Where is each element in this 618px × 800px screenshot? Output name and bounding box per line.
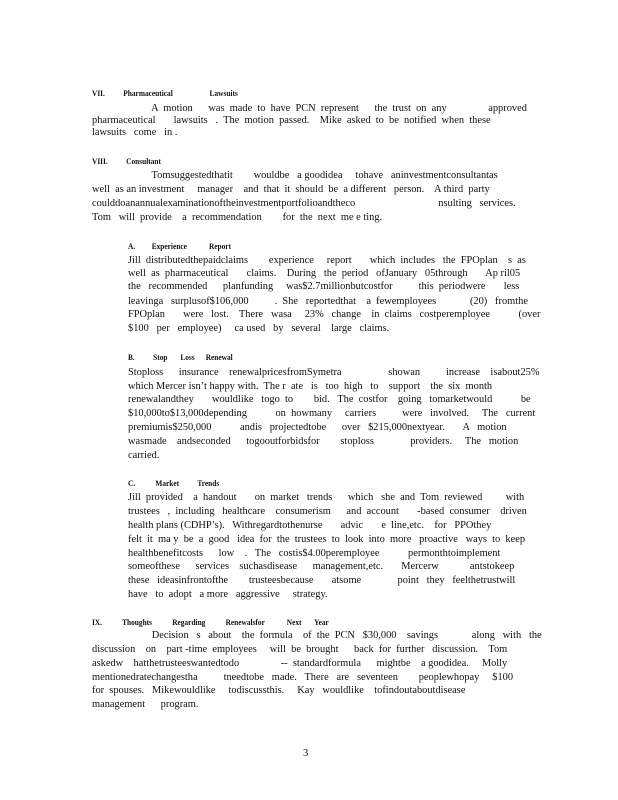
- subsection-c-line-2: trustees , including healthcare consumerism and account -based consumer driven: [128, 506, 527, 517]
- page-number: 3: [303, 748, 309, 759]
- section-heading-viii: VIII. Consultant: [92, 157, 161, 166]
- subsection-c-line-8: have to adopt a more aggressive strategy.: [128, 589, 328, 600]
- subsection-a-line-4: leavinga surplusof$106,000 . She reportedthat a fewemployees (20) fromthe: [128, 296, 528, 307]
- subsection-a-line-1: Jill distributedthepaidclaims experience report which includes the FPOplan s as: [128, 255, 526, 266]
- section-vii-line-3: lawsuits come in .: [92, 127, 178, 138]
- subsection-a-line-6: $100 per employee) ca used by several large claims.: [128, 323, 390, 334]
- subsection-b-line-1: Stoploss insurance renewalpricesfromSymetra showan increase isabout25%: [128, 367, 540, 378]
- subsection-b-line-2: which Mercer isn’t happy with. The r ate is too high to support the six month: [128, 381, 493, 392]
- section-viii-line-4: Tom will provide a recommendation for the next me e ting.: [92, 212, 383, 223]
- subsection-a-line-2: well as pharmaceutical claims. During the period ofJanuary 05through Ap ril05: [128, 268, 521, 279]
- subsection-c-line-5: healthbenefitcosts low . The costis$4.00peremployee permonthtoimplement: [128, 548, 501, 559]
- subsection-c-line-1: Jill provided a handout on market trends which she and Tom reviewed with: [128, 492, 525, 503]
- section-viii-line-2: well as an investment manager and that it should be a different person. A third party: [92, 184, 490, 195]
- subsection-c-line-7: these ideasinfrontofthe trusteesbecause atsome point they feelthetrustwill: [128, 575, 516, 586]
- subsection-b-line-3: renewalandthey wouldlike togo to bid. The costfor going tomarketwould be: [128, 394, 531, 405]
- section-ix-line-4: mentionedratechangestha tneedtobe made. There are seventeen peoplewhopay $100: [92, 672, 514, 683]
- section-ix-line-3: askedw hatthetrusteeswantedtodo -- standardformula mightbe a goodidea. Molly: [92, 658, 508, 669]
- section-viii-line-3: coulddoanannualexaminationoftheinvestmentportfolioandtheco nsulting services.: [92, 198, 516, 209]
- section-viii-line-1: Tomsuggestedthatit wouldbe a goodidea tohave aninvestmentconsultantas: [92, 170, 498, 181]
- subsection-b-line-6: wasmade andseconded togooutforbidsfor stoploss providers. The motion: [128, 436, 519, 447]
- subsection-heading-a: A. Experience Report: [128, 242, 232, 251]
- subsection-heading-b: B. Stop Loss Renewal: [128, 353, 233, 362]
- subsection-a-line-3: the recommended planfunding was$2.7millionbutcostfor this periodwere less: [128, 281, 520, 292]
- section-ix-line-1: Decision s about the formula of the PCN $30,000 savings along with the: [92, 630, 542, 641]
- section-heading-vii: VII. Pharmaceutical Lawsuits: [92, 89, 238, 98]
- section-vii-line-1: A motion was made to have PCN represent the trust on any approved: [92, 103, 527, 114]
- section-ix-line-2: discussion on part -time employees will be brought back for further discussion. Tom: [92, 644, 508, 655]
- section-ix-line-6: management program.: [92, 699, 199, 710]
- subsection-c-line-4: felt it ma y be a good idea for the trustees to look into more proactive ways to keep: [128, 534, 526, 545]
- subsection-c-line-6: someofthese services suchasdisease management,etc. Mercerw antstokeep: [128, 561, 515, 572]
- section-ix-line-5: for spouses. Mikewouldlike todiscussthis. Kay wouldlike tofindoutaboutdisease: [92, 685, 466, 696]
- subsection-b-line-7: carried.: [128, 450, 160, 461]
- subsection-c-line-3: health plans (CDHP’s). Withregardtothenurse advic e line,etc. for PPOthey: [128, 520, 492, 531]
- section-vii-line-2: pharmaceutical lawsuits . The motion passed. Mike asked to be notified when these: [92, 115, 491, 126]
- subsection-b-line-5: premiumis$250,000 andis projectedtobe over $215,000nextyear. A motion: [128, 422, 507, 433]
- subsection-a-line-5: FPOplan were lost. There wasa 23% change in claims costperemployee (over: [128, 309, 541, 320]
- subsection-heading-c: C. Market Trends: [128, 479, 220, 488]
- subsection-b-line-4: $10,000to$13,000depending on howmany carriers were involved. The current: [128, 408, 536, 419]
- section-heading-ix: IX. Thoughts Regarding Renewalsfor Next Year: [92, 618, 329, 627]
